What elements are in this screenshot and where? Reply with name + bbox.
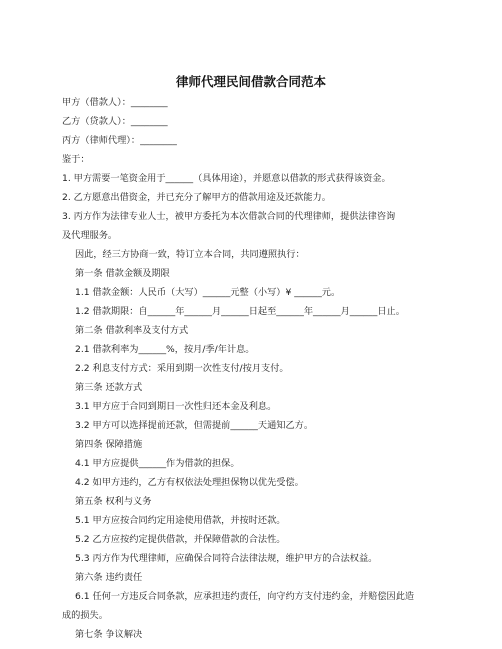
document-title: 律师代理民间借款合同范本 <box>175 74 326 89</box>
text-line: 5.1 甲方应按合同约定用途使用借款，并按时还款。 <box>75 515 286 526</box>
text-line: 第三条 还款方式 <box>75 382 143 393</box>
text-line: 丙方（律师代理）：________ <box>62 135 177 146</box>
text-line: 甲方（借款人）：________ <box>62 97 168 108</box>
text-line: 3.2 甲方可以选择提前还款，但需提前______天通知乙方。 <box>75 420 314 431</box>
text-line: 2.2 利息支付方式：采用到期一次性支付/按月支付。 <box>75 363 289 374</box>
text-line: 第一条 借款金额及期限 <box>75 268 170 279</box>
text-line: 2.1 借款利率为______%，按月/季/年计息。 <box>75 344 255 355</box>
text-line: 4.2 如甲方违约，乙方有权依法处理担保物以优先受偿。 <box>75 477 304 488</box>
text-line: 1.2 借款期限：自______年______月______日起至______年______月______日止。 <box>75 306 405 317</box>
text-line: 4.1 甲方应提供______作为借款的担保。 <box>75 458 240 469</box>
text-line: 3. 丙方作为法律专业人士，被甲方委托为本次借款合同的代理律师，提供法律咨询 <box>62 211 396 222</box>
text-line: 6.1 任何一方违反合同条款，应承担违约责任，向守约方支付违约金，并赔偿因此造 <box>75 591 415 602</box>
text-line: 乙方（贷款人）：________ <box>62 116 168 127</box>
text-line: 第四条 保障措施 <box>75 439 143 450</box>
text-line: 第五条 权利与义务 <box>75 496 152 507</box>
text-line: 5.3 丙方作为代理律师，应确保合同符合法律法规，维护甲方的合法权益。 <box>75 553 378 564</box>
text-line: 成的损失。 <box>62 610 108 621</box>
text-line: 及代理服务。 <box>62 230 118 241</box>
text-line: 1. 甲方需要一笔资金用于______（具体用途），并愿意以借款的形式获得该资金。 <box>62 173 391 184</box>
text-line: 因此，经三方协商一致，特订立本合同，共同遵照执行： <box>75 249 305 260</box>
text-line: 鉴于： <box>62 154 90 165</box>
text-line: 第六条 违约责任 <box>75 572 143 583</box>
text-line: 第二条 借款利率及支付方式 <box>75 325 189 336</box>
text-line: 第七条 争议解决 <box>75 629 143 640</box>
text-line: 2. 乙方愿意出借资金，并已充分了解甲方的借款用途及还款能力。 <box>62 192 331 203</box>
text-line: 3.1 甲方应于合同到期日一次性归还本金及利息。 <box>75 401 277 412</box>
text-line: 1.1 借款金额：人民币（大写）______元整（小写）¥ ______元。 <box>75 287 341 298</box>
text-line: 5.2 乙方应按约定提供借款，并保障借款的合法性。 <box>75 534 286 545</box>
